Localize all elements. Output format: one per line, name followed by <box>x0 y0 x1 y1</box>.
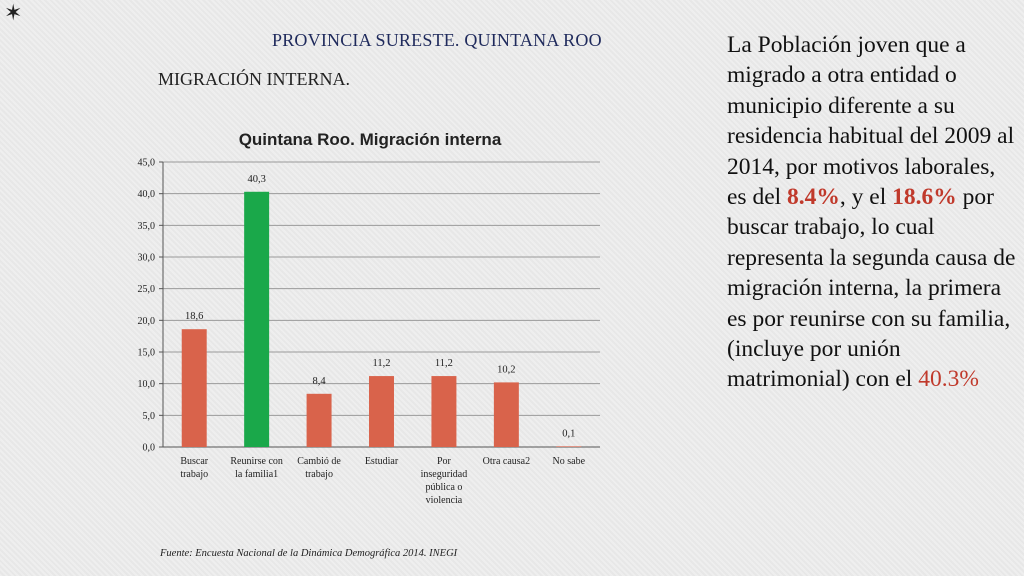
corner-decoration: ✶ <box>4 0 23 25</box>
category-label-5: Otra causa2 <box>482 456 531 467</box>
description-text-2: , y el <box>839 184 893 211</box>
y-tick-label: 15,0 <box>137 347 155 359</box>
bar-4 <box>431 376 456 447</box>
data-label-5: 10,2 <box>497 364 516 376</box>
data-label-4: 11,2 <box>434 358 453 370</box>
bar-6 <box>556 446 581 447</box>
chart-title: Quintana Roo. Migración interna <box>238 130 502 149</box>
highlight-family-percent: 40.3% <box>918 366 979 393</box>
highlight-labor-percent: 8.4% <box>787 184 840 211</box>
bar-2 <box>307 394 332 447</box>
description-paragraph <box>727 30 1017 395</box>
bar-3 <box>369 376 394 447</box>
y-tick-label: 35,0 <box>137 220 155 232</box>
y-tick-label: 20,0 <box>137 315 155 327</box>
chart-bars <box>182 192 582 447</box>
bar-1 <box>244 192 269 447</box>
y-tick-label: 45,0 <box>137 157 155 169</box>
data-label-0: 18,6 <box>185 311 204 323</box>
category-label-3: Estudiar <box>364 456 399 467</box>
y-tick-label: 40,0 <box>137 189 155 201</box>
y-tick-label: 30,0 <box>137 252 155 264</box>
chart-category-labels <box>180 456 585 506</box>
data-label-2: 8,4 <box>312 375 326 387</box>
y-tick-label: 0,0 <box>142 442 155 454</box>
category-label-6: No sabe <box>552 456 586 467</box>
data-label-6: 0,1 <box>562 428 576 440</box>
category-label-0: Buscar trabajo <box>180 456 209 480</box>
y-tick-label: 5,0 <box>142 410 155 422</box>
bar-5 <box>494 382 519 447</box>
data-label-3: 11,2 <box>372 358 391 370</box>
data-label-1: 40,3 <box>247 173 266 185</box>
description-text-1: La Población joven que a migrado a otra entidad o municipio diferente a su residencia habitual del 2009 al 2014, por motivos laborales, es del <box>727 32 1015 211</box>
description-text-3: por buscar trabajo, lo cual representa la segunda causa de migración interna, la primera es por reunirse con su familia, (incluye por unión matrimonial) con el <box>727 184 1016 393</box>
y-tick-label: 25,0 <box>137 284 155 296</box>
bar-0 <box>182 329 207 447</box>
category-label-4: Por inseguridad pública o violencia <box>420 456 468 506</box>
slide-subtitle: MIGRACIÓN INTERNA. <box>158 69 350 89</box>
y-tick-label: 10,0 <box>137 379 155 391</box>
category-label-1: Reunirse con la familia1 <box>230 456 283 480</box>
category-label-2: Cambió de trabajo <box>297 456 341 480</box>
chart-y-axis <box>138 158 601 454</box>
slide-title: PROVINCIA SURESTE. QUINTANA ROO <box>272 30 602 50</box>
source-note: Fuente: Encuesta Nacional de la Dinámica Demográfica 2014. INEGI <box>160 548 458 559</box>
highlight-job-search-percent: 18.6% <box>892 184 957 211</box>
